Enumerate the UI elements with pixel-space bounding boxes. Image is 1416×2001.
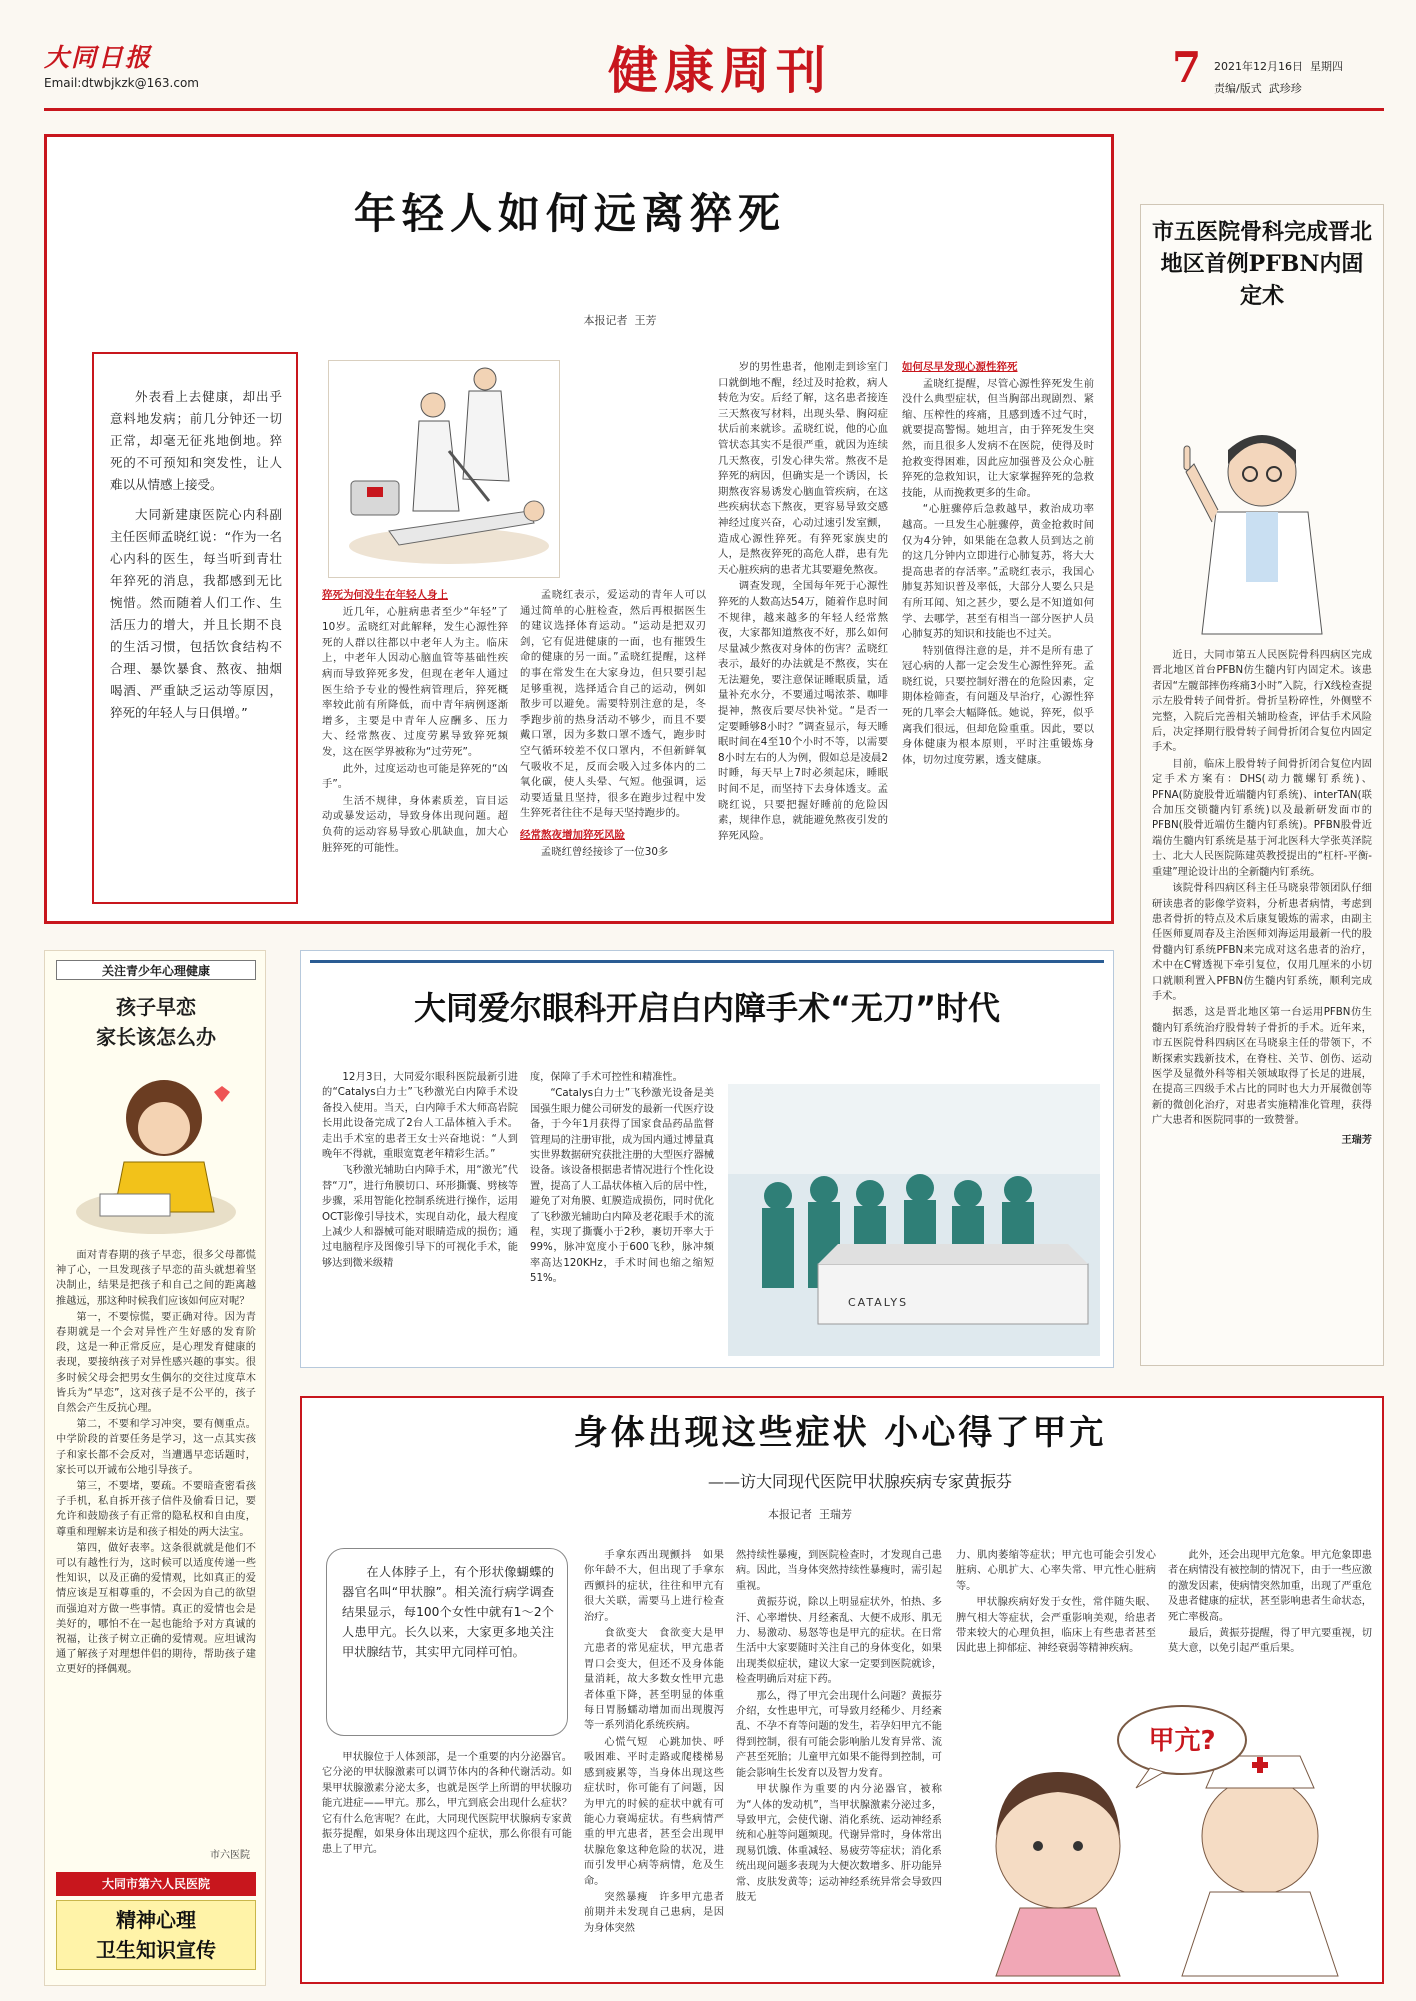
- paragraph: 食欲变大 食欲变大是甲亢患者的常见症状，甲亢患者胃口会变大，但还不及身体能量消耗，故大多数女性甲亢患者体重下降，甚至明显的体重每日胃肠蠕动增加而出现腹泻等一系列消化系统疾病。: [584, 1628, 724, 1732]
- story1-intro: [110, 386, 282, 886]
- story3-title-line1: 孩子早恋: [116, 995, 196, 1019]
- cpr-illustration: [328, 360, 560, 578]
- byline-label: 本报记者: [768, 1508, 812, 1521]
- paragraph: 据悉，这是晋北地区第一台运用PFBN仿生髓内钉系统治疗股骨转子骨折的手术。近年来，市五医院骨科四病区在马晓泉主任的带领下，不断探索实践新技术，在脊柱、关节、创伤、运动医学及显微外科等相关领域取得了长足的进展，在提高三四级手术占比的同时也大力开展微创等新的微创化治疗，对患者实施精准化管理，获得广大患者和医院同事的一致赞誉。: [1152, 1007, 1372, 1127]
- paragraph: 调查发现，全国每年死于心源性猝死的人数高达54万，随着作息时间不规律，越来越多的年轻人经常熬夜，大家都知道熬夜不好，那么如何尽量减少熬夜对身体的伤害？孟晓红表示，最好的办法就是不熬夜，实在无法避免，要注意保证睡眠质量，适量补充水分，不要通过喝浓茶、咖啡提神，熬夜后要尽快补觉。“是否一定要睡够8小时？”调查显示，每天睡眠时间在4至10个小时不等，以需要8小时左右的人为例，假如总是凌晨2时睡，每天早上7时必须起床，睡眠时间不足，而坚持下去身体透支。孟晓红说，只要把握好睡前的危险因素，规律作息，就能避免熬夜引发的猝死风险。: [718, 580, 888, 842]
- story3-title-line2: 家长该怎么办: [96, 1025, 216, 1049]
- weekday: 星期四: [1310, 60, 1343, 73]
- story4-rule: [310, 960, 1104, 963]
- paragraph: 此外，还会出现甲亢危象。甲亢危象即患者在病情没有被控制的情况下，由于一些应激的激发因素，使病情突然加重，出现了严重危及患者健康的症状，甚至影响患者生命状态，死亡率极高。: [1168, 1550, 1372, 1623]
- paragraph: 该院骨科四病区科主任马晓泉带领团队仔细研读患者的影像学资料，分析患者病情，考虑到患者骨折的特点及术后康复锻炼的需求，由副主任医师夏周春及主治医师刘海运用最新一代的股骨髓内钉系统PFBN来完成对这名患者的治疗，术中在C臂透视下牵引复位，仅用几厘米的小切口就顺利置入PFBN仿生髓内钉系统，顺利完成手术。: [1152, 883, 1372, 1002]
- story1-title: 年轻人如何远离猝死: [353, 189, 786, 238]
- paragraph: 心慌气短 心跳加快、呼吸困难、平时走路或爬楼梯易感到疲累等，当身体出现这些症状时，你可能有了问题，因为甲亢的时候的症状中就有可能心力衰竭症状。有些病情严重的甲亢患者，甚至会出现甲状腺危象这种危险的状况，进而引发甲心病等病情，危及生命。: [584, 1736, 724, 1887]
- paragraph: 度，保障了手术可控性和精准性。: [530, 1072, 683, 1083]
- doctor-illustration: [1176, 402, 1348, 646]
- editor-label: 责编/版式: [1214, 82, 1262, 95]
- story5-title: 身体出现这些症状 小心得了甲亢: [573, 1413, 1107, 1453]
- story5-byline: [700, 1506, 920, 1522]
- paragraph: 甲状腺疾病好发于女性，常伴随失眠、脾气相大等症状，会严重影响美观，给患者带来较大的心理负担，临床上有些患者甚至因此患上抑郁症、神经衰弱等精神疾病。: [956, 1597, 1156, 1655]
- surgery-team-drawing: [728, 1084, 1100, 1356]
- footer-slogan2: 卫生知识宣传: [96, 1938, 216, 1962]
- paragraph: 孟晓红曾经接诊了一位30多: [540, 845, 669, 858]
- story1-byline: [520, 312, 720, 328]
- paragraph: 岁的男性患者，他刚走到诊室门口就倒地不醒，经过及时抢救，病人转危为安。后经了解，这名患者接连三天熬夜写材料，出现头晕、胸闷症状后前来就诊。孟晓红说，他的心血管状态其实不是很严重，就因为连续几天熬夜，引发心律失常。熬夜不是猝死的病因，但确实是一个诱因，长期熬夜容易诱发心脑血管疾病，在这些疾病状态下熬夜，更容易导致交感神经过度兴奋，心动过速引发室颤，造成心源性猝死。有猝死家族史的人，是熬夜猝死的高危人群，患有先天心脏疾病的患者尤其要避免熬夜。: [718, 361, 888, 576]
- teen-illustration: [64, 1062, 248, 1242]
- paragraph: “Catalys白力士”飞秒激光设备是美国强生眼力健公司研发的最新一代医疗设备，于今年1月获得了国家食品药品监督管理局的注册审批，成为国内通过博量真实世界数据研究获批注册的大型医疗器械设备。该设备根据患者情况进行个性化设置，提高了人工晶状体植入后的居中性，避免了对角膜、虹膜造成损伤，同时优化了飞秒激光辅助白内障及老花眼手术的流程，实现了撕囊小于2秒，裹切开率大于99%，脉冲宽度小于600飞秒，脉冲频率高达120KHz，手术时间也缩之缩短51%。: [530, 1088, 714, 1285]
- paragraph: 生活不规律，身体素质差，盲目运动或暴发运动，导致身体出现问题。超负荷的运动容易导致心肌缺血，加大心脏猝死的可能性。: [322, 794, 508, 854]
- story1-column: [902, 360, 1094, 908]
- device-brand: CATALYS: [848, 1296, 909, 1309]
- footer-slogan1: 精神心理: [116, 1908, 196, 1932]
- paragraph: 第二，不要和学习冲突，要有侧重点。中学阶段的首要任务是学习，这一点其实孩子和家长都不会反对，当遭遇早恋话题时，家长可以开诚布公地引导孩子。: [56, 1419, 256, 1476]
- story3-kicker: 关注青少年心理健康: [56, 960, 256, 980]
- paragraph: 第一，不要惊慌，要正确对待。因为青春期就是一个会对异性产生好感的发育阶段，这是一种正常反应，是心理发育健康的表现，要接纳孩子对异性感兴趣的事实。很多时候父母会把男女生偶尔的交往过度草木皆兵为“早恋”，这对孩子是不公平的，孩子自然会产生反抗心理。: [56, 1311, 256, 1415]
- thyroid-illustration: [960, 1686, 1372, 1978]
- story5-box-text: [342, 1562, 554, 1726]
- teen-drawing: [64, 1062, 248, 1242]
- story5-column: [956, 1548, 1156, 1678]
- paragraph: 第四，做好表率。这条很就就是他们不可以有越性行为，这时候可以适度传递一些性知识，以及正确的爱情观，比如真正的爱情应该是互相尊重的，不会因为自己的欲望而强迫对方做一些事情。真正的爱情也会是美好的，哪怕不在一起也能给予对方真诚的祝福，让孩子树立正确的爱情观。应坦诚沟通了解孩子对理想伴侣的期待，帮助孩子建立更好的择偶观。: [56, 1542, 256, 1676]
- paragraph: 然持续性暴瘦，到医院检查时，才发现自己患病。因此，当身体突然持续性暴瘦时，需引起重视。: [736, 1550, 942, 1592]
- paragraph: 面对青春期的孩子早恋，很多父母都慌神了心，一旦发现孩子早恋的苗头就想着坚决制止，结果是把孩子和自己之间的距离越推越远，那这种时候我们应该如何应对呢？: [56, 1250, 256, 1307]
- story4-column: [530, 1070, 714, 1358]
- story4-column: [322, 1070, 518, 1358]
- doctor-drawing: [1176, 402, 1348, 646]
- paragraph: 最后，黄振芬提醒，得了甲亢要重视，切莫大意，以免引起严重后果。: [1168, 1628, 1372, 1655]
- footer-org: 大同市第六人民医院: [56, 1872, 256, 1896]
- story2-title: 市五医院骨科完成晋北地区首例PFBN内固定术: [1152, 219, 1373, 309]
- story1-column: [322, 588, 508, 908]
- newspaper-name: 大同日报: [44, 43, 153, 72]
- byline-name: 王芳: [634, 314, 657, 327]
- date: 2021年12月16日: [1214, 60, 1303, 73]
- email: Email:dtwbjkzk@163.com: [44, 76, 199, 90]
- story5-column: [584, 1548, 724, 1974]
- intro-paragraph: 外表看上去健康，却出乎意料地发病；前几分钟还一切正常，却毫无征兆地倒地。猝死的不可预知和突发性，让人难以从情感上接受。: [110, 389, 282, 492]
- paragraph: 特别值得注意的是，并不是所有患了冠心病的人都一定会发生心源性猝死。孟晓红说，只要控制好潜在的危险因素，定期体检筛查，有问题及早治疗，心源性猝死的几率会大幅降低。她说，猝死，似乎离我们很远，但却危险重重。因此，要以身体健康为根本原则，平时注重锻炼身体，切勿过度劳累，透支健康。: [902, 644, 1094, 766]
- story3-source: 市六医院: [210, 1850, 250, 1861]
- paragraph: 此外，过度运动也可能是猝死的“凶手”。: [322, 762, 508, 791]
- subheading: 经常熬夜增加猝死风险: [520, 828, 625, 841]
- masthead-rule: [44, 108, 1384, 111]
- paragraph: 孟晓红提醒，尽管心源性猝死发生前没什么典型症状，但当胸部出现剧烈、紧缩、压榨性的疼痛，且感到透不过气时，就要提高警惕。她坦言，由于猝死发生突然，而且很多人发病不在医院，使得及时抢救变得困难，因此应加强普及公众心脏猝死的急救知识，让大家掌握猝死的急救技能，从而挽救更多的生命。: [902, 377, 1094, 499]
- story5-column: [1168, 1548, 1372, 1678]
- speech-bubble-text: 甲亢?: [1148, 1726, 1216, 1756]
- editor-credit: [1214, 80, 1384, 96]
- story2-body: [1152, 648, 1372, 1344]
- paragraph: 近日，大同市第五人民医院骨科四病区完成晋北地区首台PFBN仿生髓内钉内固定术。该患者因“左髋部摔伤疼痛3小时”入院，行X线检查提示左股骨转子间骨折。骨折呈粉碎性，外侧壁不完整，入院后完善相关辅助检查，评估手术风险后，决定择期行股骨转子间骨折闭合复位内固定手术。: [1152, 650, 1372, 754]
- subheading: 如何尽早发现心源性猝死: [902, 361, 1018, 373]
- story2-author: 王瑞芳: [1341, 1134, 1372, 1146]
- paragraph: 近几年，心脏病患者至少“年轻”了10岁。孟晓红对此解释，发生心源性猝死的人群以往都以中老年人为主。临床上，中老年人因动心脑血管等基础性疾病而导致猝死多发，但现在老年人通过医生给予专业的慢性病管理后，猝死概率较此前有所降低，而中青年病例逐渐增多，主要是中青年人应酬多、压力大、经常熬夜、过度劳累导致猝死频发，这在医学界被称为“过劳死”。: [322, 605, 508, 758]
- intro-paragraph: 大同新建康医院心内科副主任医师孟晓红说：“作为一名心内科的医生，每当听到青壮年猝死的消息，我都感到无比惋惜。然而随着人们工作、生活压力的增大，并且长期不良的生活习惯，包括饮食结构不合理、暴饮暴食、熬夜、抽烟喝酒、严重缺乏运动等原因，猝死的年轻人与日俱增。”: [110, 507, 282, 720]
- story5-column: [322, 1750, 572, 1974]
- newspaper-logo: [44, 38, 204, 70]
- byline-name: 王瑞芳: [819, 1508, 852, 1521]
- paragraph: 突然暴瘦 许多甲亢患者前期并未发现自己患病，是因为身体突然: [584, 1891, 724, 1934]
- box-paragraph: 在人体脖子上，有个形状像蝴蝶的器官名叫“甲状腺”。相关流行病学调查结果显示，每100个女性中就有1～2个人患甲亢。长久以来，大家更多地关注甲状腺结节，其实甲亢同样可怕。: [342, 1565, 554, 1659]
- paragraph: 飞秒激光辅助白内障手术，用“激光”代替“刀”，进行角膜切口、环形撕囊、劈核等步骤，采用智能化控制系统进行操作，运用OCT影像引导技术，实现自动化，最大程度上减少人和器械可能对眼睛造成的损伤；通过电脑程序及图像引导下的可视化手术，能够达到微米级精: [322, 1165, 518, 1269]
- paragraph: 12月3日，大同爱尔眼科医院最新引进的“Catalys白力士”飞秒激光白内障手术设备投入使用。当天，白内障手术大师高岩院长用此设备完成了2台人工晶体植入手术。走出手术室的患者王女士兴奋地说：“人到晚年不得就，重眼宽寛老年精彩生活。”: [322, 1072, 518, 1161]
- story1-column: [520, 588, 706, 908]
- paragraph: “心脏骤停后急救越早，救治成功率越高。一旦发生心脏骤停，黄金抢救时间仅为4分钟，如果能在急救人员到达之前的这几分钟内立即进行心肺复苏，将大大提高患者的存活率。”孟晓红表示，我国心肺复苏知识普及率低，大部分人要么只是有所耳闻、知之甚少，要么是不知道如何学、去哪学，甚至有相当一部分医护人员心肺复苏的知识和技能也不过关。: [902, 503, 1094, 641]
- page-number: 7: [1172, 43, 1202, 92]
- paragraph: 手拿东西出现颤抖 如果你年龄不大，但出现了手拿东西颤抖的症状，往往和甲亢有很大关联，需要马上进行检查治疗。: [584, 1550, 724, 1623]
- issue-date: [1214, 58, 1384, 74]
- cpr-drawing: [329, 361, 561, 579]
- surgery-photo: [728, 1084, 1100, 1356]
- paragraph: 孟晓红表示，爱运动的青年人可以通过简单的心脏检查，然后再根据医生的建议选择体育运动。“运动是把双刃剑，它有促进健康的一面，也有摧毁生命的健康的另一面。”孟晓红提醒，这样的事在常发生在大家身边，但只要引起足够重视，选择适合自己的运动，例如散步可以避免。需要特别注意的是，冬季跑步前的热身活动不够少，而且不要戴口罩，因为多数口罩不透气，跑步时空气循环较差不仅口罩内，不但新鲜氧气吸收不足，反而会吸入过多体内的二氧化碳，使人头晕、气短。他强调，运动要适量且坚持，很多在跑步过程中发生猝死者往往不是每天坚持跑步的。: [520, 589, 706, 820]
- paragraph: 甲状腺位于人体颈部，是一个重要的内分泌器官。它分泌的甲状腺激素可以调节体内的各种代谢活动。如果甲状腺激素分泌太多，也就是医学上所谓的甲状腺功能亢进症——甲亢。那么，甲亢到底会出现什么症状？它有什么危害呢？在此，大同现代医院甲状腺病专家黄振芬提醒，如果身体出现这四个症状，那么你很有可能患上了甲亢。: [322, 1752, 572, 1856]
- story5-column: [736, 1548, 942, 1974]
- paragraph: 甲状腺作为重要的内分泌器官，被称为“人体的发动机”，当甲状腺激素分泌过多，导致甲亢，会使代谢、消化系统、运动神经系统和心脏等问题频现。代谢异常时，身体常出现易饥饿、体重减轻、易疲劳等症状；消化系统出现问题多表现为大便次数增多、肝功能异常、皮肤发黄等；运动神经系统异常会导致四肢无: [736, 1784, 942, 1903]
- story4-title: 大同爱尔眼科开启白内障手术“无刀”时代: [413, 989, 1001, 1027]
- story5-subtitle: ——访大同现代医院甲状腺疾病专家黄振芬: [707, 1472, 1012, 1491]
- paragraph: 那么，得了甲亢会出现什么问题？黄振芬介绍，女性患甲亢，可导致月经稀少、月经紊乱、不孕不育等问题的发生，若孕妇甲亢不能得到控制，很有可能会影响胎儿发育异常、流产甚至死胎；儿童甲亢如果不能得到控制，可能会影响生长发育以及智力发育。: [736, 1690, 942, 1779]
- section-title: 健康周刊: [608, 41, 832, 100]
- subheading: 猝死为何没生在年轻人身上: [322, 589, 448, 601]
- paragraph: 第三，不要堵，要疏。不要暗查密看孩子手机，私自拆开孩子信件及偷看日记，要允许和鼓励孩子有正常的隐私权和自由度，尊重和理解来访是和孩子相处的两大法宝。: [56, 1481, 256, 1538]
- story3-body: [56, 1248, 256, 1840]
- paragraph: 力、肌肉萎缩等症状；甲亢也可能会引发心脏病、心肌扩大、心率失常、甲亢性心脏病等。: [956, 1550, 1156, 1592]
- paragraph: 黄振芬说，除以上明显症状外，怕热、多汗、心率增快、月经紊乱、大便不成形、肌无力、易激动、易怒等也是甲亢的症状。在日常生活中大家要随时关注自己的身体变化，如果出现类似症状，建议大家一定要到医院就诊，检查明确后对症下药。: [736, 1597, 942, 1686]
- story1-column: [718, 360, 888, 908]
- byline-label: 本报记者: [583, 314, 628, 327]
- editor-name: 武珍珍: [1268, 82, 1302, 95]
- paragraph: 目前，临床上股骨转子间骨折闭合复位内固定手术方案有：DHS(动力髋螺钉系统)、PFNA(防旋股骨近端髓内钉系统)、interTAN(联合加压交锁髓内钉系统)以及最新研发面市的PFBN(股骨近端仿生髓内钉系统)。PFBN股骨近端仿生髓内钉系统是基于河北医科大学张英泽院士、北大人民医院陈建英教授提出的“杠杆-平衡-重建”理论设计出的全新髓内钉系统。: [1152, 758, 1372, 878]
